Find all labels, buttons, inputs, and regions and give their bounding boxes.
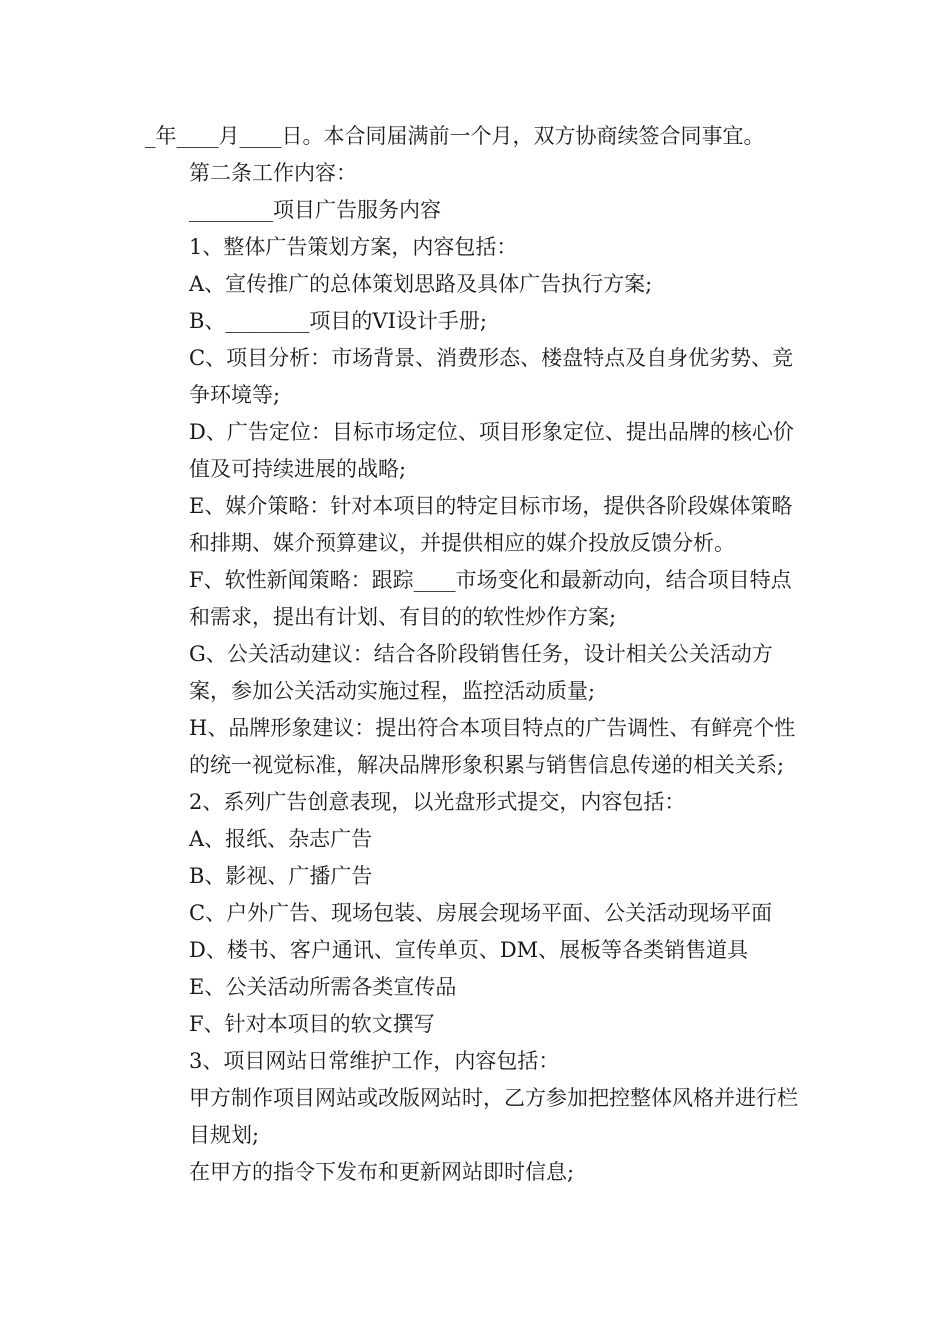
paragraph-item-1h: H、品牌形象建议：提出符合本项目特点的广告调性、有鲜亮个性的统一视觉标准，解决品牌形象积累与销售信息传递的相关关系; xyxy=(189,716,796,777)
paragraph-item-1: 1、整体广告策划方案，内容包括： xyxy=(189,235,518,259)
paragraph-item-2b: B、影视、广播广告 xyxy=(189,864,373,888)
paragraph-item-3-website-update: 在甲方的指令下发布和更新网站即时信息; xyxy=(189,1160,575,1184)
paragraph-item-1f: F、软性新闻策略：跟踪____市场变化和最新动向，结合项目特点和需求，提出有计划、有目的的软性炒作方案; xyxy=(189,568,792,629)
paragraph-item-1c: C、项目分析：市场背景、消费形态、楼盘特点及自身优劣势、竞争环境等; xyxy=(189,346,794,407)
paragraph-item-3-website-design: 甲方制作项目网站或改版网站时，乙方参加把控整体风格并进行栏目规划; xyxy=(189,1086,798,1147)
paragraph-item-2a: A、报纸、杂志广告 xyxy=(189,827,373,851)
paragraph-service-content-title: ________项目广告服务内容 xyxy=(189,198,441,222)
paragraph-article-2-heading: 第二条工作内容： xyxy=(189,161,357,185)
paragraph-item-1b: B、________项目的VI设计手册; xyxy=(189,309,487,333)
paragraph-item-1a: A、宣传推广的总体策划思路及具体广告执行方案; xyxy=(189,272,653,296)
paragraph-item-2: 2、系列广告创意表现，以光盘形式提交，内容包括： xyxy=(189,790,686,814)
document-body xyxy=(145,118,810,1191)
paragraph-item-1d: D、广告定位：目标市场定位、项目形象定位、提出品牌的核心价值及可持续进展的战略; xyxy=(189,420,794,481)
paragraph-item-1g: G、公关活动建议：结合各阶段销售任务，设计相关公关活动方案，参加公关活动实施过程，监控活动质量; xyxy=(189,642,773,703)
paragraph-item-2d: D、楼书、客户通讯、宣传单页、DM、展板等各类销售道具 xyxy=(189,938,749,962)
paragraph-item-3: 3、项目网站日常维护工作，内容包括： xyxy=(189,1049,560,1073)
paragraph-item-2f: F、针对本项目的软文撰写 xyxy=(189,1012,435,1036)
paragraph-item-1e: E、媒介策略：针对本项目的特定目标市场，提供各阶段媒体策略和排期、媒介预算建议，并提供相应的媒介投放反馈分析。 xyxy=(189,494,793,555)
paragraph-item-2c: C、户外广告、现场包装、房展会现场平面、公关活动现场平面 xyxy=(189,901,773,925)
paragraph-term-dates: _年____月____日。本合同届满前一个月，双方协商续签合同事宜。 xyxy=(145,124,765,148)
paragraph-item-2e: E、公关活动所需各类宣传品 xyxy=(189,975,457,999)
